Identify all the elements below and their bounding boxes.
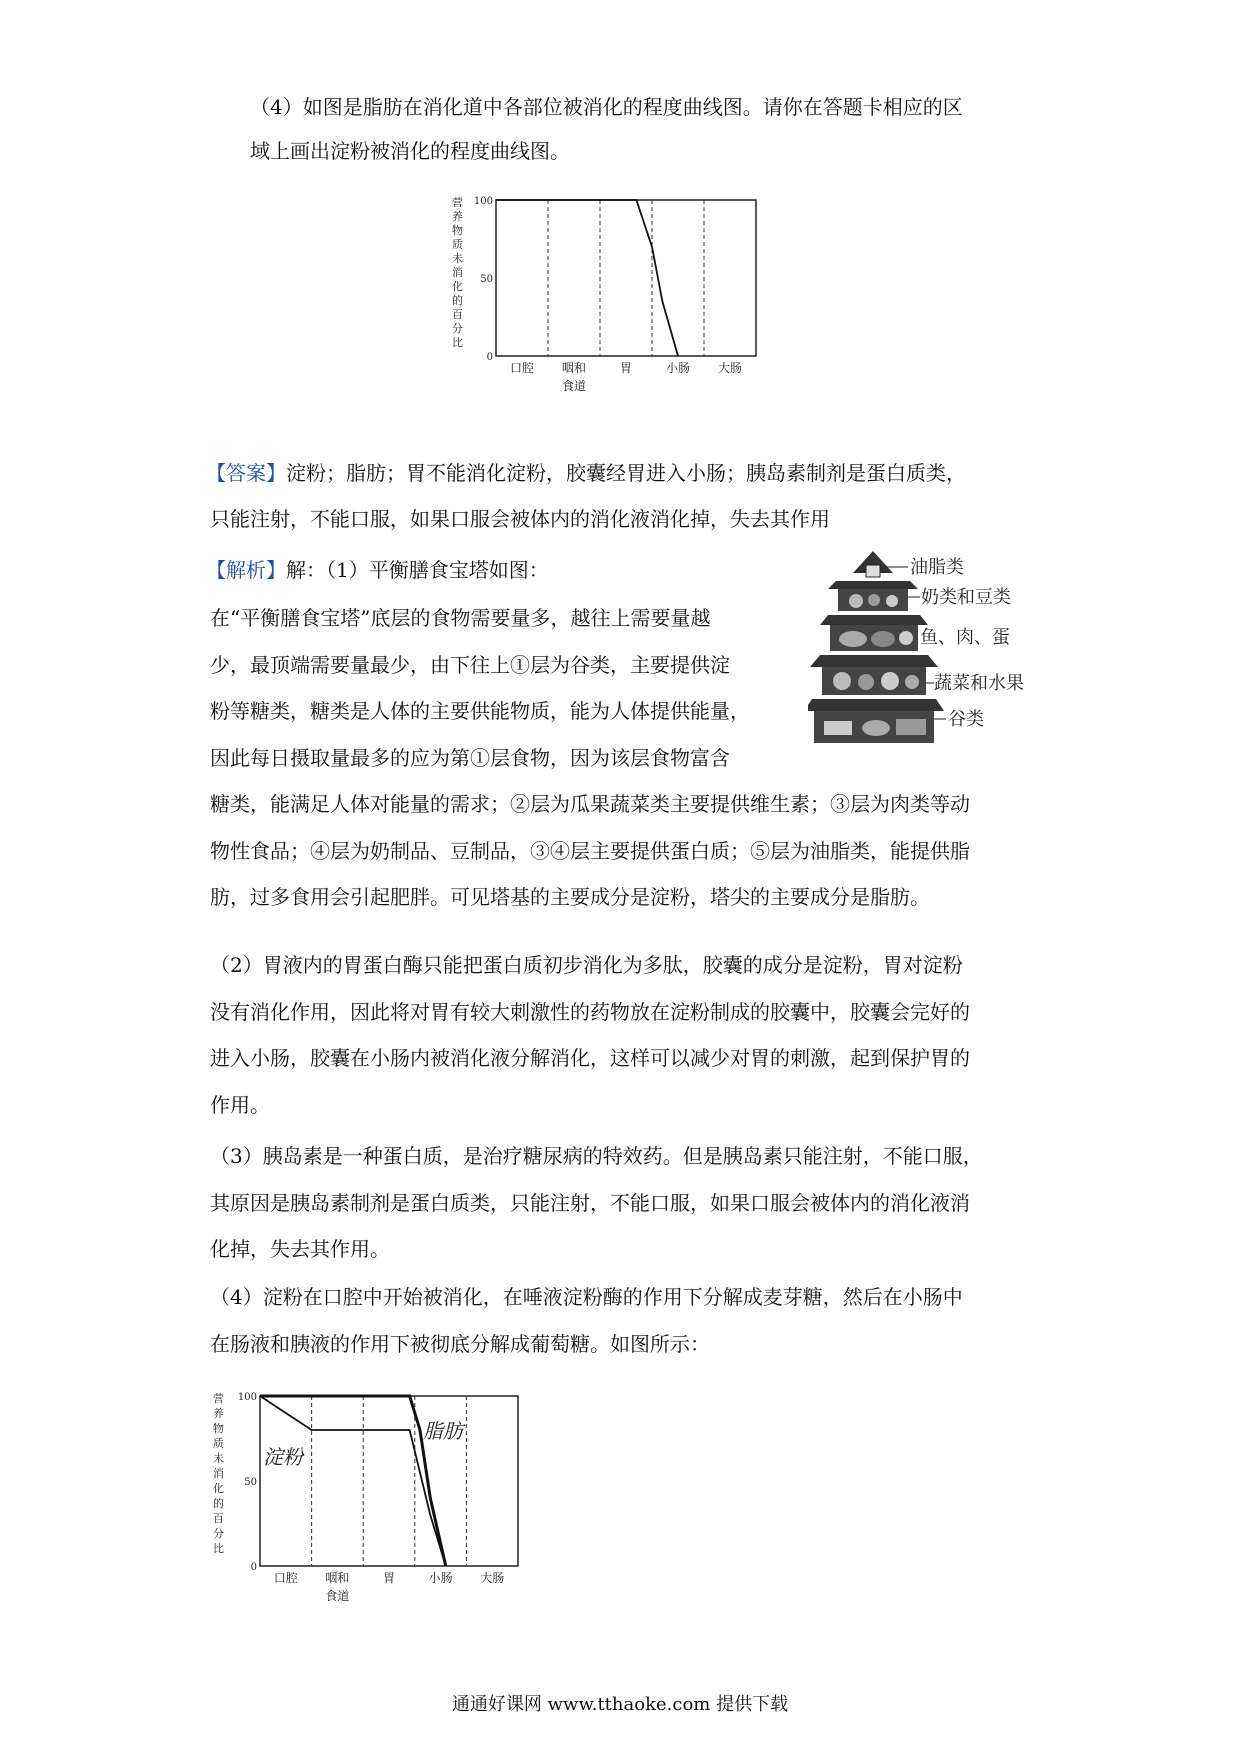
p1-line: 物性食品；④层为奶制品、豆制品，③④层主要提供蛋白质；⑤层为油脂类，能提供脂 xyxy=(210,838,970,863)
y-tick-label: 0 xyxy=(486,352,493,363)
p1-line: 少，最顶端需要量最少，由下往上①层为谷类，主要提供淀 xyxy=(210,652,730,677)
pyramid-level-4-food-2 xyxy=(868,594,880,606)
p4-line: （4）淀粉在口腔中开始被消化，在唾液淀粉酶的作用下分解成麦芽糖，然后在小肠中 xyxy=(210,1285,963,1309)
analysis-intro xyxy=(206,555,549,585)
food-pyramid-figure xyxy=(808,545,1048,755)
pyramid-level-4-food-3 xyxy=(886,595,898,607)
p1-line: 粉等糖类，糖类是人体的主要供能物质，能为人体提供能量， xyxy=(210,699,750,723)
y-axis-label-char: 比 xyxy=(452,336,463,349)
p2-line: （2）胃液内的胃蛋白酶只能把蛋白质初步消化为多肽，胶囊的成分是淀粉，胃对淀粉 xyxy=(210,953,963,977)
pyramid-eave-2 xyxy=(810,655,938,667)
series-label: 淀粉 xyxy=(263,1445,303,1469)
y-axis-label-char: 化 xyxy=(213,1482,224,1495)
y-axis-label-char: 比 xyxy=(213,1542,224,1555)
fat-digestion-chart-svg xyxy=(448,192,768,392)
p1-line: 在“平衡膳食宝塔”底层的食物需要量多，越往上需要量越 xyxy=(210,606,711,630)
y-axis-label-char: 消 xyxy=(213,1467,224,1480)
p1-line: 肪，过多食用会引起肥胖。可见塔基的主要成分是淀粉，塔尖的主要成分是脂肪。 xyxy=(210,885,930,909)
x-tick-label: 小肠 xyxy=(665,361,691,375)
y-tick-label: 50 xyxy=(480,274,493,285)
x-tick-label: 胃 xyxy=(619,361,633,375)
analysis-intro-text: 解：（1）平衡膳食宝塔如图： xyxy=(286,558,549,582)
y-axis-label-char: 营 xyxy=(213,1392,224,1405)
pyramid-level-2-food-3 xyxy=(881,672,899,690)
pyramid-level-1-food-3 xyxy=(896,719,926,735)
y-axis-label-char: 未 xyxy=(213,1452,224,1465)
chart-frame xyxy=(496,200,756,356)
p2-line: 作用。 xyxy=(210,1092,270,1117)
answer-line-2: 只能注射，不能口服，如果口服会被体内的消化液消化掉，失去其作用 xyxy=(210,507,830,531)
pyramid-eave-4 xyxy=(828,581,918,589)
y-tick-label: 50 xyxy=(244,1477,257,1488)
series-label: 脂肪 xyxy=(423,1419,463,1443)
answer-text-1: 淀粉；脂肪；胃不能消化淀粉，胶囊经胃进入小肠；胰岛素制剂是蛋白质类， xyxy=(286,461,966,485)
y-axis-label-char: 化 xyxy=(452,280,463,293)
x-tick-label: 口腔 xyxy=(509,361,535,375)
p2-line: 进入小肠，胶囊在小肠内被消化液分解消化，这样可以减少对胃的刺激，起到保护胃的 xyxy=(210,1046,970,1070)
x-tick-label: 小肠 xyxy=(428,1571,453,1585)
food-pyramid-svg xyxy=(808,545,1048,755)
pyramid-label-grains: 谷类 xyxy=(948,709,984,730)
pyramid-level-1-food-2 xyxy=(862,720,890,736)
y-axis-label-char: 消 xyxy=(452,266,463,279)
pyramid-label-dairy: 奶类和豆类 xyxy=(921,587,1011,608)
y-axis-label-char: 的 xyxy=(452,294,463,307)
x-tick-sublabel: 食道 xyxy=(561,379,587,392)
p1-line: 糖类，能满足人体对能量的需求；②层为瓜果蔬菜类主要提供维生素；③层为肉类等动 xyxy=(210,792,970,816)
page-footer: 通通好课网 www.tthaoke.com 提供下载 xyxy=(451,1694,789,1715)
y-axis-label-char: 营 xyxy=(452,196,463,209)
p4-line: 在肠液和胰液的作用下被彻底分解成葡萄糖。如图所示： xyxy=(210,1331,710,1356)
answer-line-1 xyxy=(206,458,966,488)
pyramid-eave-3 xyxy=(820,615,928,625)
x-tick-label: 口腔 xyxy=(273,1571,298,1585)
p2-line: 没有消化作用，因此将对胃有较大刺激性的药物放在淀粉制成的胶囊中，胶囊会完好的 xyxy=(210,999,970,1024)
y-axis-label-char: 质 xyxy=(213,1437,224,1450)
y-axis-label-char: 百 xyxy=(213,1512,224,1525)
question-4-line-1: （4）如图是脂肪在消化道中各部位被消化的程度曲线图。请你在答题卡相应的区 xyxy=(250,95,963,119)
p3-line: 化掉，失去其作用。 xyxy=(210,1237,390,1261)
series-line-脂肪 xyxy=(260,1396,446,1566)
pyramid-label-vegetables: 蔬菜和水果 xyxy=(934,673,1024,694)
pyramid-level-1-food xyxy=(824,721,852,735)
x-tick-label: 胃 xyxy=(382,1571,396,1585)
y-axis-label-char: 物 xyxy=(452,224,463,237)
y-tick-label: 100 xyxy=(237,1392,257,1403)
pyramid-label-oil: 油脂类 xyxy=(910,557,964,578)
starch-fat-digestion-chart-svg xyxy=(205,1390,540,1625)
pyramid-eave-1 xyxy=(808,699,944,711)
pyramid-level-5-food xyxy=(866,565,880,577)
x-tick-label: 大肠 xyxy=(480,1571,505,1585)
x-tick-label: 大肠 xyxy=(717,361,743,375)
question-4-line-2: 域上画出淀粉被消化的程度曲线图。 xyxy=(250,139,570,163)
x-tick-label: 咽和 xyxy=(561,361,587,375)
y-axis-label-char: 分 xyxy=(213,1527,224,1540)
pyramid-level-3-food xyxy=(839,631,867,647)
pyramid-level-2-food-2 xyxy=(858,674,874,690)
starch-fat-digestion-chart xyxy=(205,1390,540,1625)
y-axis-label-char: 分 xyxy=(452,322,463,335)
fat-digestion-chart xyxy=(448,192,768,392)
analysis-tag: 【解析】 xyxy=(206,558,286,582)
x-tick-label: 咽和 xyxy=(325,1571,350,1585)
pyramid-level-4-food xyxy=(849,594,863,608)
pyramid-label-meat: 鱼、肉、蛋 xyxy=(920,627,1010,648)
y-axis-label-char: 未 xyxy=(452,252,463,265)
pyramid-level-2-food-4 xyxy=(905,675,919,689)
pyramid-level-3-food-2 xyxy=(871,631,895,647)
x-tick-sublabel: 食道 xyxy=(325,1589,350,1603)
y-axis-label-char: 养 xyxy=(452,210,463,223)
y-tick-label: 0 xyxy=(250,1562,257,1573)
pyramid-level-2-food xyxy=(833,672,851,690)
y-axis-label-char: 百 xyxy=(452,308,463,321)
y-axis-label-char: 的 xyxy=(213,1497,224,1510)
y-axis-label-char: 质 xyxy=(452,238,463,251)
y-tick-label: 100 xyxy=(473,196,493,207)
y-axis-label-char: 物 xyxy=(213,1422,224,1435)
series-line-fat xyxy=(496,200,678,356)
answer-tag: 【答案】 xyxy=(206,461,286,485)
p1-line: 因此每日摄取量最多的应为第①层食物，因为该层食物富含 xyxy=(210,745,730,770)
p3-line: （3）胰岛素是一种蛋白质，是治疗糖尿病的特效药。但是胰岛素只能注射，不能口服， xyxy=(210,1144,983,1168)
pyramid-level-3-food-3 xyxy=(899,631,913,645)
y-axis-label-char: 养 xyxy=(213,1407,224,1420)
p3-line: 其原因是胰岛素制剂是蛋白质类，只能注射，不能口服，如果口服会被体内的消化液消 xyxy=(210,1190,970,1215)
